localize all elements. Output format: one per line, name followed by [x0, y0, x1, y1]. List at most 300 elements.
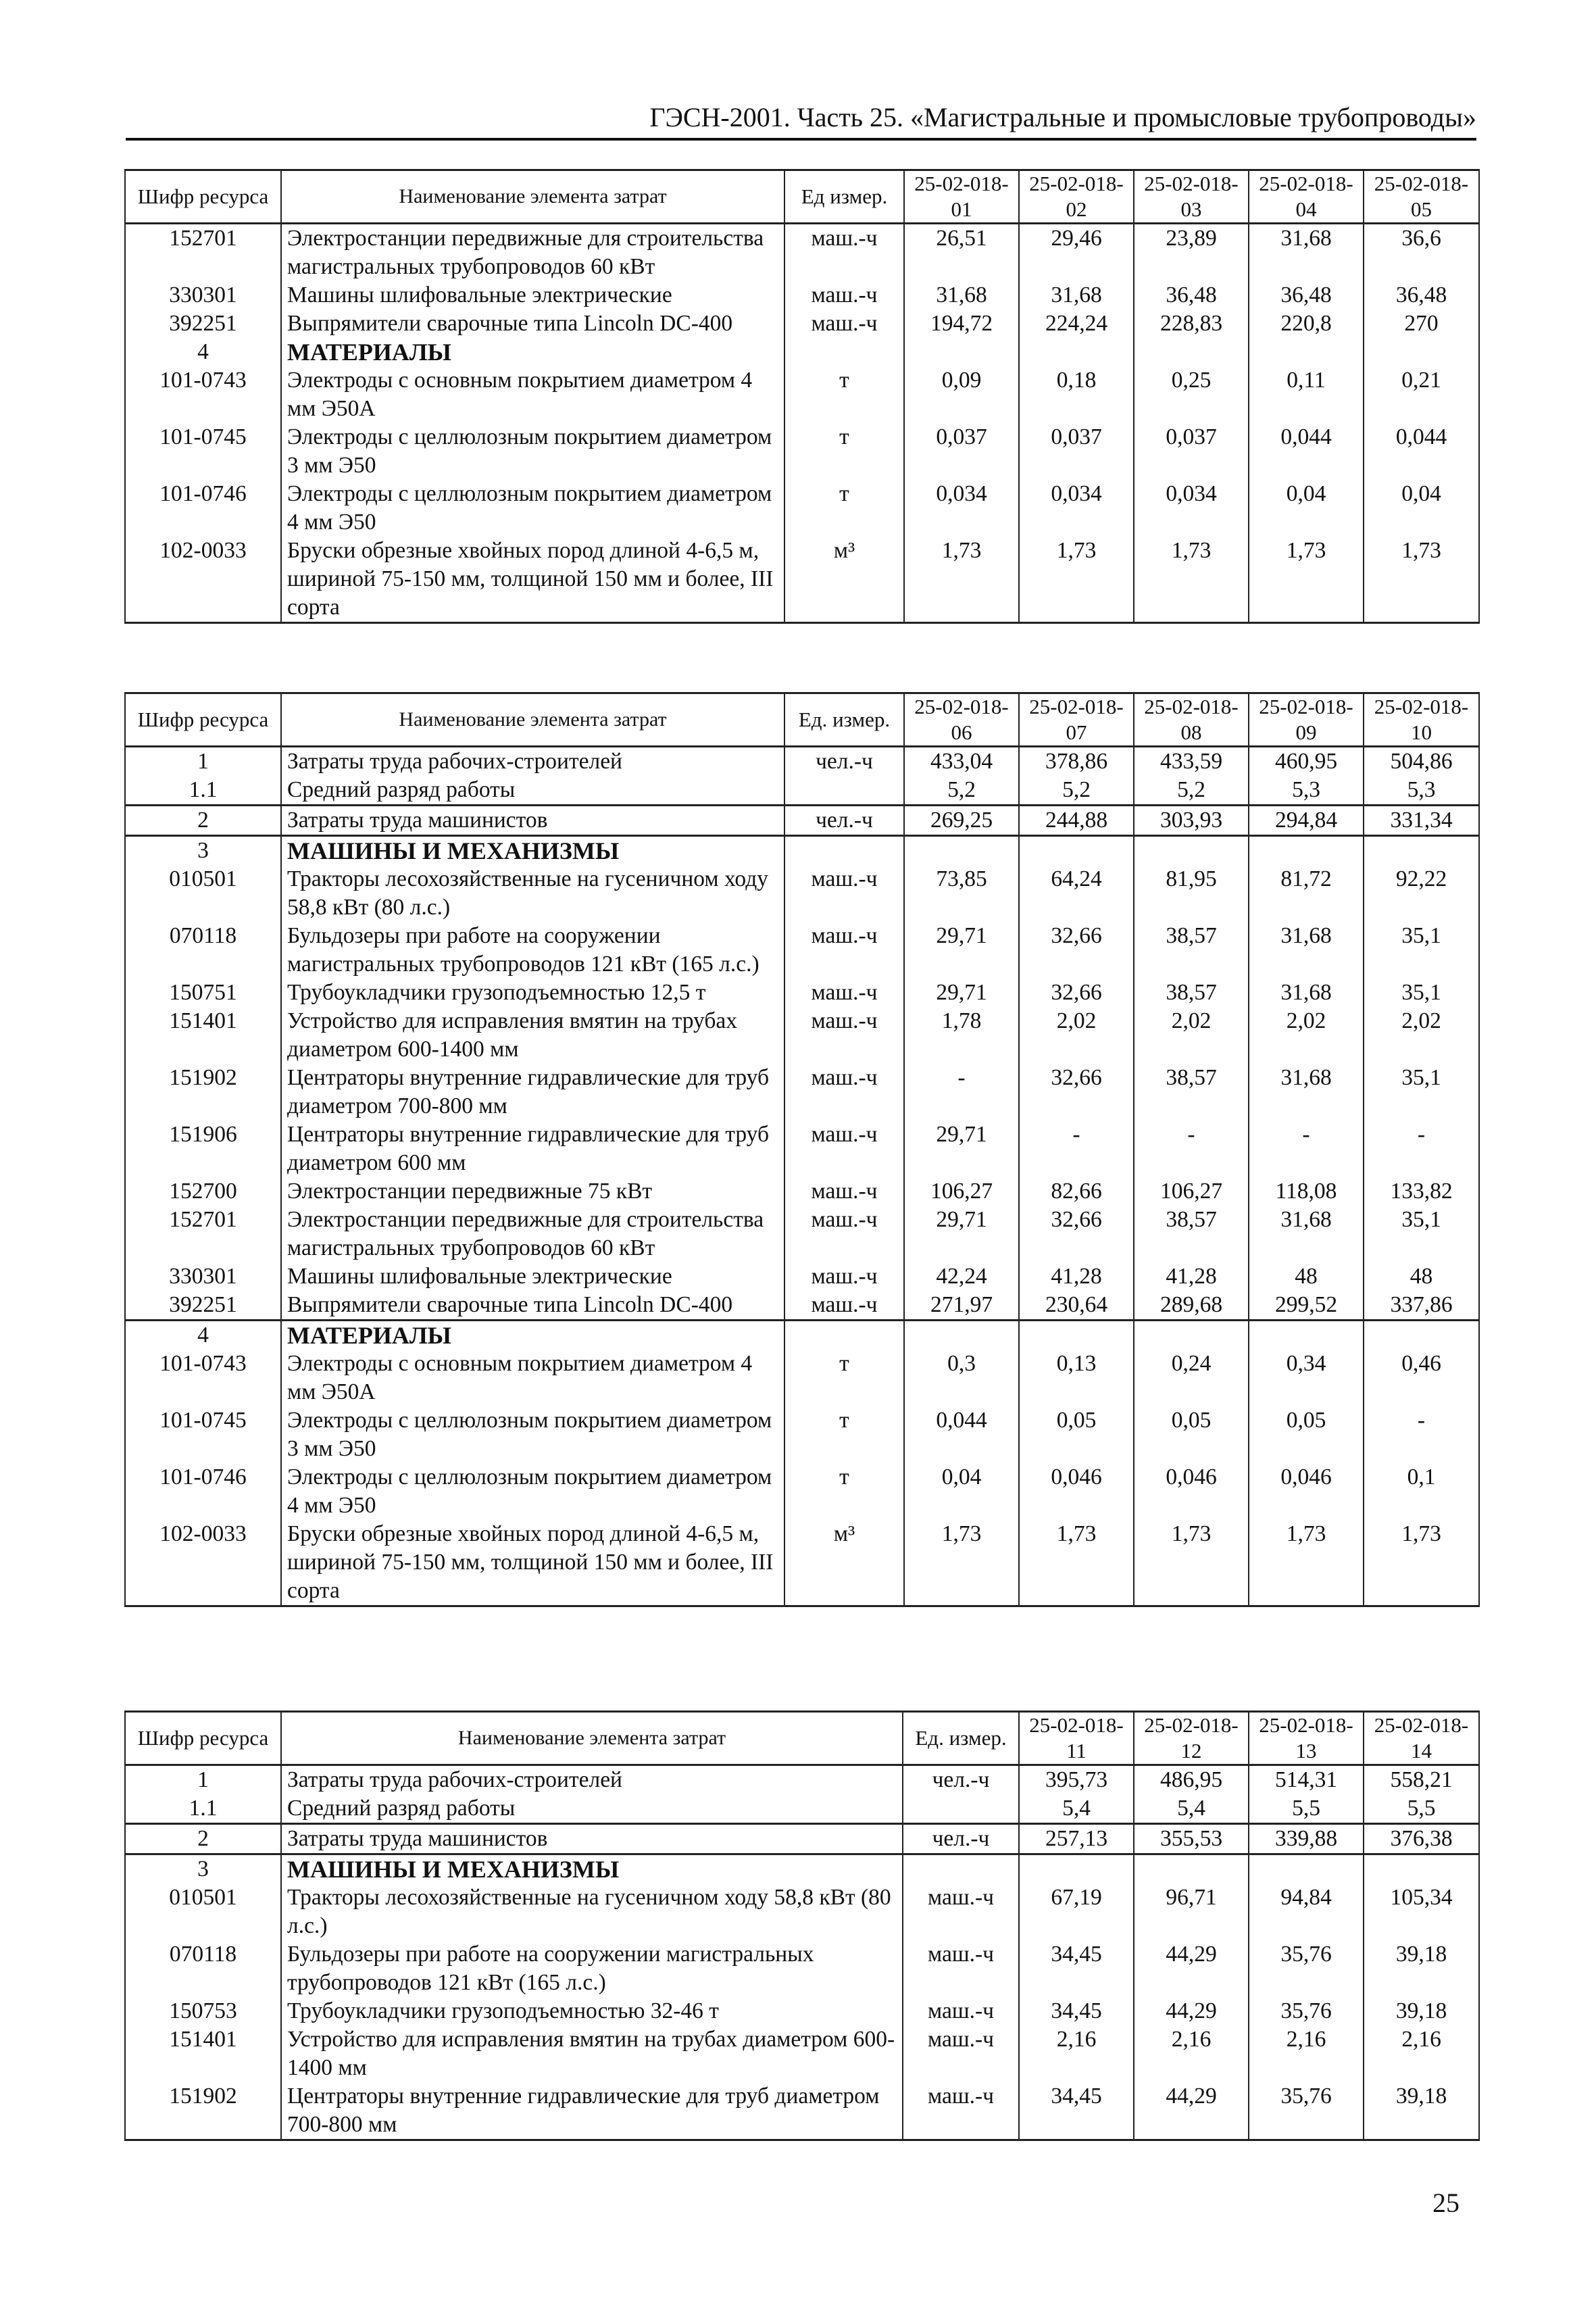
resource-name: Тракторы лесохозяйственные на гусеничном ходу 58,8 кВт (80 л.с.)	[281, 1884, 903, 1940]
header-code: Шифр ресурса	[125, 170, 281, 224]
unit: маш.-ч	[784, 1206, 904, 1262]
value-cell: 0,05	[1134, 1406, 1249, 1463]
value-cell: 5,5	[1364, 1794, 1479, 1824]
section-title: МАШИНЫ И МЕХАНИЗМЫ	[281, 1854, 903, 1884]
value-cell: 41,28	[1019, 1262, 1134, 1291]
unit: маш.-ч	[903, 1884, 1019, 1940]
resource-name: Электростанции передвижные для строительства магистральных трубопроводов 60 кВт	[281, 224, 784, 282]
resource-code: 1.1	[125, 776, 281, 806]
header-norm-code: 25-02-018-13	[1249, 1712, 1364, 1765]
value-cell: 5,2	[904, 776, 1019, 806]
header-norm-code: 25-02-018-05	[1364, 170, 1479, 224]
resource-code: 152701	[125, 224, 281, 282]
header-unit: Ед. измер.	[903, 1712, 1019, 1765]
unit: м³	[784, 537, 904, 623]
value-cell: 270	[1364, 310, 1479, 338]
value-cell: 44,29	[1134, 2082, 1249, 2140]
resource-code: 152700	[125, 1177, 281, 1206]
resource-name: Затраты труда машинистов	[281, 806, 784, 836]
resource-name: Выпрямители сварочные типа Lincoln DC-400	[281, 310, 784, 338]
value-cell: 0,044	[1249, 423, 1364, 480]
resource-name: Тракторы лесохозяйственные на гусеничном ходу 58,8 кВт (80 л.с.)	[281, 865, 784, 922]
table-row	[125, 1291, 1479, 1321]
value-cell: 29,71	[904, 979, 1019, 1007]
resource-name: Электростанции передвижные 75 кВт	[281, 1177, 784, 1206]
header-norm-code: 25-02-018-12	[1134, 1712, 1249, 1765]
value-cell: 42,24	[904, 1262, 1019, 1291]
resource-code: 151401	[125, 2025, 281, 2082]
value-cell: 0,037	[1019, 423, 1134, 480]
value-cell: -	[1019, 1121, 1134, 1177]
value-cell: 558,21	[1364, 1765, 1479, 1795]
value-cell: 1,73	[1249, 537, 1364, 623]
value-cell: 0,46	[1364, 1350, 1479, 1406]
value-cell	[904, 1321, 1019, 1350]
value-cell: 39,18	[1364, 1997, 1479, 2025]
value-cell: 48	[1364, 1262, 1479, 1291]
value-cell: 39,18	[1364, 2082, 1479, 2140]
table-row	[125, 1794, 1479, 1824]
value-cell: 5,3	[1249, 776, 1364, 806]
value-cell: 514,31	[1249, 1765, 1364, 1795]
value-cell: 224,24	[1019, 310, 1134, 338]
section-title: МАТЕРИАЛЫ	[281, 338, 784, 366]
resource-code: 3	[125, 836, 281, 866]
resource-code: 150751	[125, 979, 281, 1007]
value-cell	[1249, 1854, 1364, 1884]
table-row	[125, 1177, 1479, 1206]
table-row	[125, 423, 1479, 480]
value-cell	[1134, 836, 1249, 866]
value-cell: 2,16	[1134, 2025, 1249, 2082]
resource-name: Устройство для исправления вмятин на трубах диаметром 600-1400 мм	[281, 1007, 784, 1064]
value-cell: 92,22	[1364, 865, 1479, 922]
header-norm-code: 25-02-018-14	[1364, 1712, 1479, 1765]
header-norm-code: 25-02-018-08	[1134, 693, 1249, 747]
value-cell: 133,82	[1364, 1177, 1479, 1206]
resource-name: Машины шлифовальные электрические	[281, 1262, 784, 1291]
resource-name: Бульдозеры при работе на сооружении магистральных трубопроводов 121 кВт (165 л.с.)	[281, 922, 784, 979]
unit: маш.-ч	[784, 1177, 904, 1206]
value-cell: 31,68	[1249, 922, 1364, 979]
unit: маш.-ч	[784, 865, 904, 922]
resource-code: 151902	[125, 1064, 281, 1121]
unit: маш.-ч	[784, 281, 904, 310]
table-row	[125, 979, 1479, 1007]
table-row	[125, 2025, 1479, 2082]
unit: чел.-ч	[903, 1824, 1019, 1854]
value-cell: 269,25	[904, 806, 1019, 836]
table-row	[125, 1940, 1479, 1997]
value-cell	[904, 836, 1019, 866]
value-cell	[1364, 836, 1479, 866]
value-cell: 0,1	[1364, 1463, 1479, 1520]
value-cell: 1,73	[1249, 1520, 1364, 1606]
value-cell: 504,86	[1364, 747, 1479, 777]
unit	[784, 338, 904, 366]
resource-name: Центраторы внутренние гидравлические для труб диаметром 700-800 мм	[281, 2082, 903, 2140]
resource-code: 151906	[125, 1121, 281, 1177]
table-row	[125, 366, 1479, 423]
value-cell: 331,34	[1364, 806, 1479, 836]
value-cell: 96,71	[1134, 1884, 1249, 1940]
table-row	[125, 1350, 1479, 1406]
value-cell: 5,2	[1134, 776, 1249, 806]
value-cell	[1019, 338, 1134, 366]
resource-name: Бульдозеры при работе на сооружении магистральных трубопроводов 121 кВт (165 л.с.)	[281, 1940, 903, 1997]
unit: т	[784, 423, 904, 480]
resource-code: 102-0033	[125, 1520, 281, 1606]
unit	[784, 836, 904, 866]
value-cell: 294,84	[1249, 806, 1364, 836]
section-row	[125, 1321, 1479, 1350]
value-cell: 29,46	[1019, 224, 1134, 282]
unit: чел.-ч	[903, 1765, 1019, 1795]
page-number: 25	[1432, 2188, 1460, 2218]
header-norm-code: 25-02-018-02	[1019, 170, 1134, 224]
value-cell: 35,76	[1249, 2082, 1364, 2140]
resource-name: Бруски обрезные хвойных пород длиной 4-6,5 м, шириной 75-150 мм, толщиной 150 мм и более, III сорта	[281, 537, 784, 623]
value-cell	[1134, 1321, 1249, 1350]
value-cell: 5,5	[1249, 1794, 1364, 1824]
value-cell: 0,09	[904, 366, 1019, 423]
value-cell: 29,71	[904, 1206, 1019, 1262]
resource-table-2	[124, 692, 1480, 1607]
unit: т	[784, 366, 904, 423]
value-cell: 94,84	[1249, 1884, 1364, 1940]
header-unit: Ед измер.	[784, 170, 904, 224]
value-cell: 339,88	[1249, 1824, 1364, 1854]
resource-code: 151902	[125, 2082, 281, 2140]
unit: маш.-ч	[784, 922, 904, 979]
unit: маш.-ч	[784, 979, 904, 1007]
value-cell: 194,72	[904, 310, 1019, 338]
unit: чел.-ч	[784, 806, 904, 836]
header-code: Шифр ресурса	[125, 693, 281, 747]
value-cell: 26,51	[904, 224, 1019, 282]
table-row	[125, 480, 1479, 537]
value-cell: 34,45	[1019, 1997, 1134, 2025]
value-cell: 0,034	[904, 480, 1019, 537]
value-cell: 35,1	[1364, 1064, 1479, 1121]
value-cell: 1,73	[904, 537, 1019, 623]
table-row	[125, 537, 1479, 623]
value-cell: 48	[1249, 1262, 1364, 1291]
value-cell: 378,86	[1019, 747, 1134, 777]
value-cell	[1249, 836, 1364, 866]
value-cell: 44,29	[1134, 1940, 1249, 1997]
value-cell: 0,046	[1019, 1463, 1134, 1520]
value-cell: -	[1134, 1121, 1249, 1177]
resource-code: 1.1	[125, 1794, 281, 1824]
resource-name: Электроды с целлюлозным покрытием диаметром 4 мм Э50	[281, 480, 784, 537]
header-code: Шифр ресурса	[125, 1712, 281, 1765]
resource-code: 330301	[125, 281, 281, 310]
table-row	[125, 1406, 1479, 1463]
value-cell: 36,48	[1364, 281, 1479, 310]
value-cell: 2,02	[1249, 1007, 1364, 1064]
value-cell: 2,16	[1364, 2025, 1479, 2082]
value-cell: 2,02	[1134, 1007, 1249, 1064]
value-cell: 0,037	[904, 423, 1019, 480]
value-cell: 1,73	[1364, 1520, 1479, 1606]
value-cell: 38,57	[1134, 1064, 1249, 1121]
value-cell: 81,72	[1249, 865, 1364, 922]
table-row	[125, 1997, 1479, 2025]
value-cell: 32,66	[1019, 1206, 1134, 1262]
value-cell: 1,73	[1134, 537, 1249, 623]
value-cell: 36,48	[1134, 281, 1249, 310]
value-cell: 228,83	[1134, 310, 1249, 338]
header-norm-code: 25-02-018-10	[1364, 693, 1479, 747]
table-header-row	[125, 693, 1479, 747]
resource-code: 101-0743	[125, 1350, 281, 1406]
value-cell: 0,3	[904, 1350, 1019, 1406]
value-cell: 0,044	[1364, 423, 1479, 480]
section-row	[125, 836, 1479, 866]
resource-code: 2	[125, 1824, 281, 1854]
value-cell: -	[904, 1064, 1019, 1121]
unit	[784, 776, 904, 806]
unit: т	[784, 1463, 904, 1520]
page-header: ГЭСН-2001. Часть 25. «Магистральные и промысловые трубопроводы»	[126, 100, 1476, 141]
table-row	[125, 865, 1479, 922]
value-cell: 5,3	[1364, 776, 1479, 806]
table-row	[125, 1007, 1479, 1064]
value-cell: -	[1249, 1121, 1364, 1177]
unit	[784, 1321, 904, 1350]
value-cell: 2,02	[1364, 1007, 1479, 1064]
value-cell: 289,68	[1134, 1291, 1249, 1321]
table-row	[125, 1520, 1479, 1606]
value-cell: 0,34	[1249, 1350, 1364, 1406]
unit: чел.-ч	[784, 747, 904, 777]
section-title: МАТЕРИАЛЫ	[281, 1321, 784, 1350]
value-cell: 0,04	[904, 1463, 1019, 1520]
value-cell: 81,95	[1134, 865, 1249, 922]
value-cell: 35,1	[1364, 922, 1479, 979]
value-cell	[1134, 338, 1249, 366]
resource-name: Средний разряд работы	[281, 776, 784, 806]
header-name: Наименование элемента затрат	[281, 170, 784, 224]
value-cell: 31,68	[1249, 224, 1364, 282]
resource-code: 4	[125, 338, 281, 366]
section-row	[125, 338, 1479, 366]
table-row	[125, 1121, 1479, 1177]
value-cell: 44,29	[1134, 1997, 1249, 2025]
resource-code: 010501	[125, 865, 281, 922]
value-cell: 35,76	[1249, 1940, 1364, 1997]
resource-code: 1	[125, 1765, 281, 1795]
value-cell: 433,59	[1134, 747, 1249, 777]
resource-code: 101-0745	[125, 423, 281, 480]
resource-code: 3	[125, 1854, 281, 1884]
value-cell: 29,71	[904, 1121, 1019, 1177]
value-cell: 0,13	[1019, 1350, 1134, 1406]
header-norm-code: 25-02-018-09	[1249, 693, 1364, 747]
resource-name: Электроды с целлюлозным покрытием диаметром 3 мм Э50	[281, 1406, 784, 1463]
resource-code: 070118	[125, 1940, 281, 1997]
value-cell: 2,16	[1019, 2025, 1134, 2082]
value-cell: 486,95	[1134, 1765, 1249, 1795]
resource-code: 151401	[125, 1007, 281, 1064]
value-cell: 460,95	[1249, 747, 1364, 777]
value-cell: -	[1364, 1121, 1479, 1177]
value-cell: 67,19	[1019, 1884, 1134, 1940]
resource-name: Затраты труда машинистов	[281, 1824, 903, 1854]
resource-name: Центраторы внутренние гидравлические для труб диаметром 700-800 мм	[281, 1064, 784, 1121]
resource-table-1	[124, 169, 1480, 624]
unit: т	[784, 480, 904, 537]
unit: маш.-ч	[903, 1997, 1019, 2025]
value-cell: 0,037	[1134, 423, 1249, 480]
value-cell: 376,38	[1364, 1824, 1479, 1854]
value-cell: 433,04	[904, 747, 1019, 777]
resource-code: 101-0746	[125, 1463, 281, 1520]
unit	[903, 1794, 1019, 1824]
value-cell: 2,02	[1019, 1007, 1134, 1064]
value-cell	[1364, 1321, 1479, 1350]
unit: маш.-ч	[784, 1064, 904, 1121]
value-cell	[1019, 1321, 1134, 1350]
value-cell: 38,57	[1134, 922, 1249, 979]
resource-name: Бруски обрезные хвойных пород длиной 4-6,5 м, шириной 75-150 мм, толщиной 150 мм и более, III сорта	[281, 1520, 784, 1606]
table-row	[125, 2082, 1479, 2140]
resource-code: 1	[125, 747, 281, 777]
value-cell: 82,66	[1019, 1177, 1134, 1206]
value-cell: 1,73	[1019, 537, 1134, 623]
header-norm-code: 25-02-018-01	[904, 170, 1019, 224]
value-cell: 0,11	[1249, 366, 1364, 423]
header-norm-code: 25-02-018-03	[1134, 170, 1249, 224]
resource-name: Электроды с основным покрытием диаметром 4 мм Э50А	[281, 366, 784, 423]
value-cell: 31,68	[1249, 1206, 1364, 1262]
value-cell: 1,73	[1019, 1520, 1134, 1606]
value-cell	[1019, 1854, 1134, 1884]
value-cell: 35,1	[1364, 979, 1479, 1007]
value-cell: 32,66	[1019, 922, 1134, 979]
value-cell: 31,68	[1249, 979, 1364, 1007]
value-cell	[1134, 1854, 1249, 1884]
table-row	[125, 776, 1479, 806]
resource-name: Выпрямители сварочные типа Lincoln DC-400	[281, 1291, 784, 1321]
header-name: Наименование элемента затрат	[281, 693, 784, 747]
value-cell: 1,73	[1134, 1520, 1249, 1606]
value-cell: 118,08	[1249, 1177, 1364, 1206]
value-cell	[1364, 1854, 1479, 1884]
value-cell: 38,57	[1134, 1206, 1249, 1262]
value-cell: 0,046	[1249, 1463, 1364, 1520]
value-cell: 5,4	[1134, 1794, 1249, 1824]
resource-name: Средний разряд работы	[281, 1794, 903, 1824]
value-cell: 0,25	[1134, 366, 1249, 423]
value-cell: 257,13	[1019, 1824, 1134, 1854]
resource-code: 101-0743	[125, 366, 281, 423]
value-cell: 271,97	[904, 1291, 1019, 1321]
table-row	[125, 1824, 1479, 1854]
value-cell: 220,8	[1249, 310, 1364, 338]
header-norm-code: 25-02-018-11	[1019, 1712, 1134, 1765]
value-cell	[1364, 338, 1479, 366]
value-cell: 31,68	[1249, 1064, 1364, 1121]
value-cell: 35,76	[1249, 1997, 1364, 2025]
unit: маш.-ч	[784, 1007, 904, 1064]
value-cell: 244,88	[1019, 806, 1134, 836]
value-cell: 0,24	[1134, 1350, 1249, 1406]
resource-name: Устройство для исправления вмятин на трубах диаметром 600-1400 мм	[281, 2025, 903, 2082]
table-row	[125, 1884, 1479, 1940]
value-cell: 0,18	[1019, 366, 1134, 423]
resource-code: 392251	[125, 1291, 281, 1321]
unit: маш.-ч	[903, 2082, 1019, 2140]
unit: маш.-ч	[784, 1121, 904, 1177]
value-cell: 0,044	[904, 1406, 1019, 1463]
resource-code: 152701	[125, 1206, 281, 1262]
unit: маш.-ч	[784, 1291, 904, 1321]
value-cell: 1,73	[1364, 537, 1479, 623]
section-row	[125, 1854, 1479, 1884]
table-row	[125, 1765, 1479, 1795]
value-cell: 105,34	[1364, 1884, 1479, 1940]
value-cell: 34,45	[1019, 1940, 1134, 1997]
value-cell: 0,05	[1019, 1406, 1134, 1463]
table-row	[125, 281, 1479, 310]
value-cell: 23,89	[1134, 224, 1249, 282]
value-cell: 5,4	[1019, 1794, 1134, 1824]
value-cell: 5,2	[1019, 776, 1134, 806]
resource-code: 330301	[125, 1262, 281, 1291]
value-cell: -	[1364, 1406, 1479, 1463]
resource-name: Машины шлифовальные электрические	[281, 281, 784, 310]
table-header-row	[125, 1712, 1479, 1765]
value-cell: 64,24	[1019, 865, 1134, 922]
table-row	[125, 1206, 1479, 1262]
value-cell: 1,78	[904, 1007, 1019, 1064]
resource-name: Электроды с целлюлозным покрытием диаметром 3 мм Э50	[281, 423, 784, 480]
value-cell: 38,57	[1134, 979, 1249, 1007]
resource-code: 150753	[125, 1997, 281, 2025]
table-row	[125, 310, 1479, 338]
unit: маш.-ч	[784, 310, 904, 338]
table-header-row	[125, 170, 1479, 224]
header-norm-code: 25-02-018-07	[1019, 693, 1134, 747]
value-cell	[904, 338, 1019, 366]
resource-code: 392251	[125, 310, 281, 338]
value-cell: 106,27	[1134, 1177, 1249, 1206]
value-cell: 35,1	[1364, 1206, 1479, 1262]
unit: маш.-ч	[903, 2025, 1019, 2082]
table-row	[125, 1463, 1479, 1520]
value-cell: 337,86	[1364, 1291, 1479, 1321]
value-cell: 0,046	[1134, 1463, 1249, 1520]
unit: маш.-ч	[903, 1940, 1019, 1997]
header-unit: Ед. измер.	[784, 693, 904, 747]
value-cell: 106,27	[904, 1177, 1019, 1206]
unit: т	[784, 1350, 904, 1406]
resource-code: 010501	[125, 1884, 281, 1940]
value-cell: 355,53	[1134, 1824, 1249, 1854]
value-cell: 2,16	[1249, 2025, 1364, 2082]
value-cell: 31,68	[1019, 281, 1134, 310]
table-row	[125, 922, 1479, 979]
value-cell: 32,66	[1019, 979, 1134, 1007]
resource-name: Трубоукладчики грузоподъемностью 32-46 т	[281, 1997, 903, 2025]
resource-code: 101-0745	[125, 1406, 281, 1463]
header-name: Наименование элемента затрат	[281, 1712, 903, 1765]
resource-name: Электроды с основным покрытием диаметром 4 мм Э50А	[281, 1350, 784, 1406]
value-cell	[1249, 338, 1364, 366]
value-cell: 1,73	[904, 1520, 1019, 1606]
